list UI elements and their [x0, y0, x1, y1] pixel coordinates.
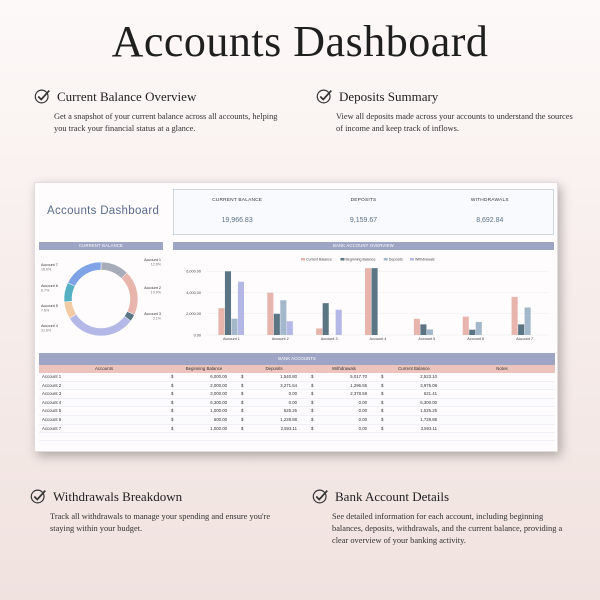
cell-value: 0.00	[358, 408, 367, 414]
cell-value: 1,525.25	[420, 408, 437, 414]
bar	[274, 314, 280, 335]
cell-withdrawals	[309, 416, 379, 424]
cell-beginning	[169, 416, 239, 424]
bar	[280, 300, 286, 335]
table-body	[39, 373, 555, 441]
legend-label: Current Balance	[306, 257, 332, 262]
cell-notes[interactable]	[449, 382, 555, 390]
currency-symbol: $	[381, 399, 384, 405]
cell-value: 525.25	[283, 408, 297, 414]
cell-value: 6,300.00	[420, 399, 437, 405]
donut-chart	[39, 253, 163, 343]
cell-value: 1,296.55	[350, 382, 367, 388]
header-current: Current Balance	[398, 366, 430, 371]
currency-symbol: $	[311, 374, 314, 379]
header-notes: Notes	[496, 366, 508, 371]
currency-symbol: $	[171, 391, 174, 397]
cell-deposits	[239, 390, 309, 398]
cell-withdrawals	[309, 425, 379, 433]
donut-slice	[68, 262, 101, 286]
cell-notes[interactable]	[449, 407, 555, 415]
x-tick-label: Account 7	[516, 337, 534, 341]
currency-symbol: $	[381, 374, 384, 379]
header-beginning: Beginning Balance	[185, 366, 223, 371]
legend-label: Beginning Balance	[345, 257, 376, 262]
x-tick-label: Account 5	[418, 337, 436, 341]
cell-withdrawals	[309, 373, 379, 381]
bar	[518, 324, 524, 335]
cell-value: 3,271.64	[280, 382, 297, 388]
currency-symbol: $	[311, 391, 314, 397]
bar	[231, 319, 237, 335]
summary-value: 9,159.67	[349, 217, 378, 224]
cell-value: 0.00	[358, 416, 367, 422]
currency-symbol: $	[241, 425, 244, 431]
cell-beginning	[169, 390, 239, 398]
donut-label: Account 2	[144, 286, 161, 290]
donut-percent: 12.6%	[150, 262, 161, 267]
donut-percent: 18.0%	[41, 267, 52, 272]
dashboard-title: Accounts Dashboard	[47, 205, 160, 217]
summary-current-balance	[174, 190, 300, 234]
bar	[463, 317, 469, 335]
table-row	[39, 373, 555, 382]
cell-current	[379, 407, 449, 415]
cell-deposits	[239, 399, 309, 407]
bar	[225, 271, 231, 335]
x-tick-label: Account 4	[369, 337, 387, 341]
cell-beginning	[169, 425, 239, 433]
feature-withdrawals-breakdown	[30, 488, 280, 535]
legend-swatch	[384, 258, 388, 261]
bar	[336, 310, 342, 335]
cell-deposits	[239, 407, 309, 415]
table-header	[39, 365, 555, 373]
feature-description: Get a snapshot of your current balance across all accounts, helping you track your financial status at a glance.	[54, 112, 278, 133]
header-accounts: Accounts	[94, 366, 114, 371]
bar	[287, 321, 293, 335]
cell-beginning	[169, 407, 239, 415]
currency-symbol: $	[311, 416, 314, 422]
bar	[316, 328, 322, 335]
table-row	[39, 382, 555, 391]
summary-label: WITHDRAWALS	[470, 198, 509, 203]
cell-value: 3,593.11	[420, 425, 437, 431]
bar	[238, 282, 244, 335]
x-tick-label: Account 1	[222, 337, 240, 341]
cell-notes[interactable]	[449, 416, 555, 424]
feature-title: Current Balance Overview	[57, 88, 197, 104]
cell-current	[379, 399, 449, 407]
donut-percent: 19.9%	[150, 290, 161, 295]
legend-swatch	[341, 258, 345, 261]
cell-beginning	[169, 373, 239, 381]
cell-beginning	[169, 382, 239, 390]
page-title: Accounts Dashboard	[111, 17, 489, 66]
summary-value: 8,692.84	[476, 217, 504, 224]
currency-symbol: $	[171, 425, 174, 431]
bar	[420, 324, 426, 335]
account-name: Account 3	[42, 391, 62, 397]
bar	[525, 307, 531, 335]
donut-label: Account 5	[41, 304, 58, 308]
currency-symbol: $	[311, 382, 314, 388]
feature-current-balance	[34, 88, 284, 135]
x-tick-label: Account 2	[271, 337, 289, 341]
dashboard-preview	[34, 182, 558, 452]
bar	[427, 329, 433, 335]
summary-deposits	[300, 190, 426, 234]
table-row	[39, 390, 555, 399]
bar	[218, 308, 224, 335]
cell-value: 6,000.00	[210, 374, 227, 379]
cell-value: 1,540.80	[280, 374, 297, 379]
bar	[267, 293, 273, 335]
bar	[469, 330, 475, 335]
currency-symbol: $	[171, 382, 174, 388]
currency-symbol: $	[381, 408, 384, 414]
donut-percent: 7.6%	[41, 308, 50, 313]
cell-notes[interactable]	[449, 373, 555, 381]
currency-symbol: $	[241, 374, 244, 379]
summary-value: 19,966.83	[221, 217, 253, 224]
cell-value: 0.00	[358, 399, 367, 405]
donut-label: Account 3	[144, 312, 161, 316]
cell-notes[interactable]	[449, 399, 555, 407]
currency-symbol: $	[381, 416, 384, 422]
feature-description: View all deposits made across your accounts to understand the sources of income and keep track of inflows.	[336, 112, 573, 133]
bar	[372, 268, 378, 335]
account-name: Account 2	[42, 382, 62, 388]
cell-value: 1,728.88	[420, 416, 437, 422]
bar	[414, 319, 420, 335]
currency-symbol: $	[241, 382, 244, 388]
cell-value: 5,017.70	[350, 374, 367, 379]
donut-percent: 3.1%	[152, 316, 161, 321]
summary-label: CURRENT BALANCE	[212, 198, 263, 203]
overview-band: BANK ACCOUNT OVERVIEW	[173, 242, 554, 250]
cell-value: 0.00	[288, 399, 297, 405]
summary-box	[173, 189, 554, 235]
feature-title: Deposits Summary	[339, 88, 439, 104]
table-row	[39, 416, 555, 425]
cell-deposits	[239, 416, 309, 424]
table-row	[39, 425, 555, 434]
cell-current	[379, 425, 449, 433]
legend-label: Withdrawals	[415, 257, 435, 262]
cell-deposits	[239, 382, 309, 390]
cell-value: 3,000.00	[210, 391, 227, 397]
cell-withdrawals	[309, 390, 379, 398]
x-tick-label: Account 3	[320, 337, 338, 341]
currency-symbol: $	[171, 399, 174, 405]
feature-bank-account-details	[312, 488, 574, 547]
donut-percent: 8.7%	[41, 288, 50, 293]
cell-current	[379, 390, 449, 398]
current-balance-band: CURRENT BALANCE	[39, 242, 163, 250]
currency-symbol: $	[241, 416, 244, 422]
y-tick-label: 6,000.00	[186, 269, 201, 274]
account-name: Account 1	[42, 374, 62, 379]
empty-row	[39, 433, 555, 441]
feature-title: Bank Account Details	[335, 488, 450, 504]
donut-slice	[101, 262, 127, 278]
donut-percent: 31.6%	[41, 328, 52, 333]
cell-withdrawals	[309, 407, 379, 415]
currency-symbol: $	[171, 374, 174, 379]
check-circle-icon	[34, 88, 51, 105]
check-circle-icon	[312, 488, 329, 505]
cell-value: 6,300.00	[210, 399, 227, 405]
bank-accounts-table	[39, 365, 555, 441]
cell-deposits	[239, 373, 309, 381]
summary-label: DEPOSITS	[350, 198, 377, 203]
bar	[365, 268, 371, 335]
table-row	[39, 407, 555, 416]
cell-value: 2,593.11	[280, 425, 297, 431]
currency-symbol: $	[381, 425, 384, 431]
cell-current	[379, 416, 449, 424]
bar	[512, 297, 518, 335]
bar	[476, 322, 482, 335]
currency-symbol: $	[171, 408, 174, 414]
account-name: Account 6	[42, 416, 62, 422]
cell-value: 1,228.88	[280, 416, 297, 422]
currency-symbol: $	[241, 399, 244, 405]
account-name: Account 4	[42, 399, 62, 405]
check-circle-icon	[30, 488, 47, 505]
cell-value: 2,523.10	[420, 374, 437, 379]
y-tick-label: 0.00	[193, 333, 201, 338]
cell-value: 2,000.00	[210, 382, 227, 388]
cell-value: 2,378.59	[350, 391, 367, 397]
cell-notes[interactable]	[449, 425, 555, 433]
legend-label: Deposits	[388, 257, 403, 262]
donut-label: Account 7	[41, 263, 58, 267]
feature-description: See detailed information for each account, including beginning balances, deposits, withdrawals, and the current balance, providing a clear overview of your banking activity.	[332, 512, 563, 545]
y-tick-label: 4,000.00	[186, 290, 201, 295]
cell-value: 1,000.00	[210, 408, 227, 414]
currency-symbol: $	[381, 382, 384, 388]
cell-value: 0.00	[358, 425, 367, 431]
donut-label: Account 4	[41, 324, 58, 328]
legend-swatch	[410, 258, 414, 261]
currency-symbol: $	[311, 408, 314, 414]
cell-value: 1,000.00	[210, 425, 227, 431]
cell-deposits	[239, 425, 309, 433]
cell-notes[interactable]	[449, 390, 555, 398]
donut-slice	[69, 314, 130, 336]
x-tick-label: Account 6	[467, 337, 485, 341]
cell-current	[379, 373, 449, 381]
cell-value: 500.00	[213, 416, 227, 422]
table-row	[39, 399, 555, 408]
feature-description: Track all withdrawals to manage your spending and ensure you're staying within your budget.	[50, 512, 271, 533]
cell-value: 621.41	[423, 391, 437, 397]
header-withdrawals: Withdrawals	[332, 366, 356, 371]
bar-chart	[173, 253, 554, 343]
summary-withdrawals	[427, 190, 553, 234]
cell-withdrawals	[309, 382, 379, 390]
check-circle-icon	[316, 88, 333, 105]
account-name: Account 5	[42, 408, 62, 414]
legend-swatch	[301, 258, 305, 261]
feature-title: Withdrawals Breakdown	[53, 488, 183, 504]
currency-symbol: $	[171, 416, 174, 422]
cell-beginning	[169, 399, 239, 407]
feature-deposits-summary	[316, 88, 576, 135]
header-deposits: Deposits	[265, 366, 283, 371]
cell-withdrawals	[309, 399, 379, 407]
currency-symbol: $	[311, 399, 314, 405]
currency-symbol: $	[311, 425, 314, 431]
currency-symbol: $	[241, 408, 244, 414]
donut-label: Account 6	[41, 284, 58, 288]
bar	[323, 303, 329, 335]
account-name: Account 7	[42, 425, 62, 431]
bank-accounts-band: BANK ACCOUNTS	[39, 353, 555, 365]
currency-symbol: $	[381, 391, 384, 397]
cell-value: 0.00	[288, 391, 297, 397]
cell-current	[379, 382, 449, 390]
y-tick-label: 2,000.00	[186, 312, 201, 317]
donut-label: Account 1	[144, 258, 161, 262]
cell-value: 3,975.08	[420, 382, 437, 388]
currency-symbol: $	[241, 391, 244, 397]
donut-slice	[121, 273, 138, 315]
